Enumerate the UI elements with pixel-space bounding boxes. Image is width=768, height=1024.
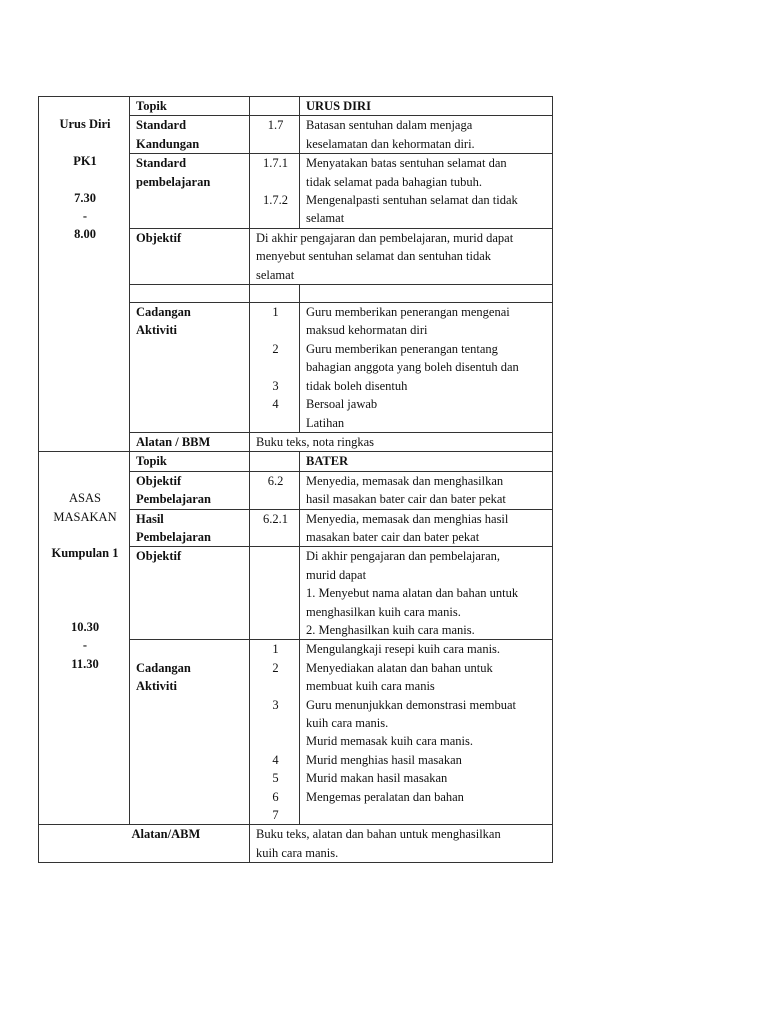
s1-obj-text: Di akhir pengajaran dan pembelajaran, murid dapat menyebut sentuhan selamat dan sentuhan tidak selamat [250,228,553,284]
s2-subject-1: ASAS [69,491,101,506]
s2-topik-row [39,452,553,471]
s2-hp-text: Menyedia, memasak dan menghias hasil masakan bater cair dan bater pekat [300,509,553,547]
s2-ca-text: Mengulangkaji resepi kuih cara manis. Menyediakan alatan dan bahan untuk membuat kuih cara manis Guru menunjukkan demonstrasi membuat kuih cara manis. Murid memasak kuih cara manis. Murid menghias hasil masakan Murid makan hasil masakan Mengemas peralatan dan bahan [300,640,553,825]
s2-hp-label: Hasil Pembelajaran [130,509,250,547]
s1-topik-row [39,97,553,116]
s2-hp-num: 6.2.1 [250,509,300,547]
s2-topik-label: Topik [130,452,250,471]
s2-topik-value: BATER [300,452,553,471]
s2-op-num: 6.2 [250,471,300,509]
s1-obj-label: Objektif [130,228,250,284]
s1-alat-text: Buku teks, nota ringkas [250,432,553,451]
s2-alat-label: Alatan/ABM [130,825,250,863]
s1-sk-text: Batasan sentuhan dalam menjaga keselamatan dan kehormatan diri. [300,116,553,154]
s2-obj-label: Objektif [130,547,250,640]
s2-group: Kumpulan 1 [51,546,119,561]
s2-time-dash: - [82,638,88,653]
s2-alat-text: Buku teks, alatan dan bahan untuk menghasilkan kuih cara manis. [250,825,553,863]
s1-subject: Urus Diri [59,117,111,131]
s2-ca-nums: 1 2 3 4 5 6 7 [250,640,300,825]
s2-subject-2: MASAKAN [53,509,117,524]
s2-obj-text: Di akhir pengajaran dan pembelajaran, murid dapat 1. Menyebut nama alatan dan bahan untuk menghasilkan kuih cara manis. 2. Menghasilkan kuih cara manis. [300,547,553,640]
s1-sk-num: 1.7 [250,116,300,154]
s1-ca-nums: 1 2 3 4 [250,303,300,433]
s2-op-text: Menyedia, memasak dan menghasilkan hasil masakan bater cair dan bater pekat [300,471,553,509]
s1-topik-value: URUS DIRI [300,97,553,116]
s1-time-dash: - [82,209,88,223]
s1-ca-text: Guru memberikan penerangan mengenai maksud kehormatan diri Guru memberikan penerangan tentang bahagian anggota yang boleh disentuh dan tidak boleh disentuh Bersoal jawab Latihan [300,303,553,433]
s2-time-start: 10.30 [70,619,100,634]
s1-class: PK1 [73,153,97,168]
s1-sk-label: Standard Kandungan [130,116,250,154]
s1-sp-text: Menyatakan batas sentuhan selamat dan tidak selamat pada bahagian tubuh. Mengenalpasti sentuhan selamat dan tidak selamat [300,154,553,229]
s2-alatan-row [39,825,553,863]
s2-ca-label: Cadangan Aktiviti [130,640,250,825]
s2-time-end: 11.30 [71,656,99,671]
s1-topik-label: Topik [130,97,250,116]
s1-time-end: 8.00 [74,227,96,242]
s1-sp-nums: 1.7.1 1.7.2 [250,154,300,229]
s1-alat-label: Alatan / BBM [130,432,250,451]
s1-left-cell [39,97,130,452]
s2-op-label: Objektif Pembelajaran [130,471,250,509]
s2-left-cell [39,452,130,825]
s1-sp-label: Standard pembelajaran [130,154,250,229]
s1-ca-label: Cadangan Aktiviti [130,303,250,433]
lesson-plan-table [38,96,553,863]
s1-time-start: 7.30 [74,190,96,205]
